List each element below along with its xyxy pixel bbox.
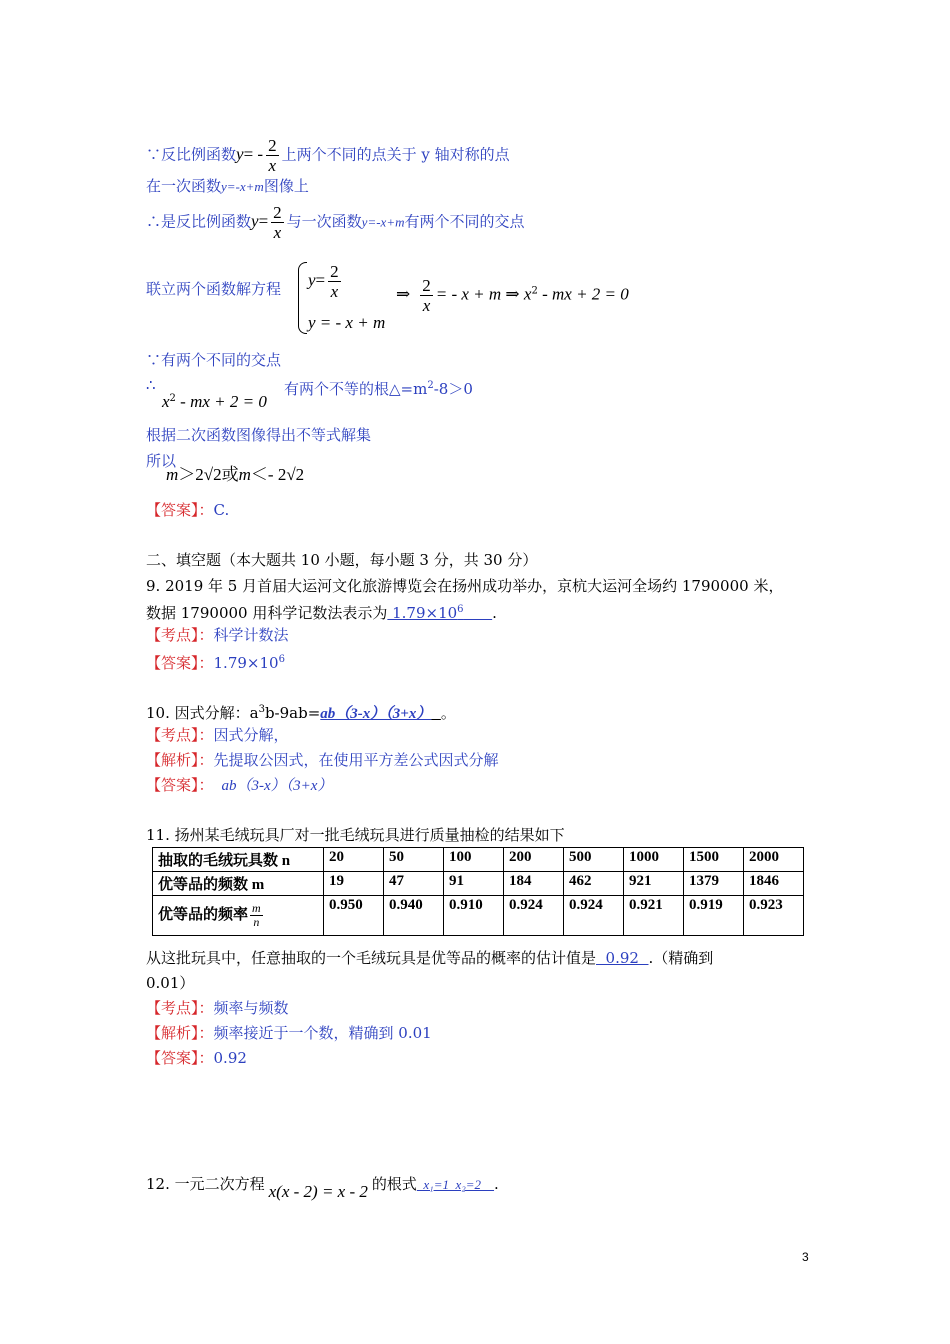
text: 有两个不等的根△=m bbox=[284, 380, 428, 398]
blank-pad bbox=[431, 704, 441, 722]
analysis-value: 先提取公因式，在使用平方差公式因式分解 bbox=[213, 751, 499, 769]
arrow-icon: ⇒ bbox=[396, 284, 411, 304]
table-cell: 0.924 bbox=[564, 896, 624, 936]
text: 12. 一元二次方程 bbox=[146, 1175, 265, 1193]
fraction bbox=[266, 136, 279, 175]
answer-value: C. bbox=[213, 501, 230, 519]
text: 或 bbox=[221, 465, 239, 484]
exponent: 6 bbox=[457, 604, 464, 615]
math-expr: - mx + 2 = 0 bbox=[537, 284, 629, 304]
text: 的根式 bbox=[371, 1175, 417, 1193]
text: ∴是反比例函数 bbox=[146, 212, 252, 231]
text: .（精确到 bbox=[648, 949, 714, 967]
table-cell: 462 bbox=[564, 872, 624, 896]
table-cell: 0.950 bbox=[324, 896, 384, 936]
q11-title: 11. 扬州某毛绒玩具厂对一批毛绒玩具进行质量抽检的结果如下 bbox=[146, 826, 565, 844]
text: b-9ab= bbox=[264, 704, 321, 722]
table-cell: 0.910 bbox=[444, 896, 504, 936]
q9-text-2 bbox=[146, 600, 497, 623]
reasoning-line-3 bbox=[146, 203, 525, 242]
math-var: x bbox=[162, 392, 170, 411]
math-var: y bbox=[251, 211, 259, 231]
keypoint-value: 科学计数法 bbox=[213, 626, 289, 644]
denominator: x bbox=[268, 156, 277, 175]
q12-blank: x₁=1 x₂=2 bbox=[416, 1177, 495, 1192]
discriminant-text bbox=[284, 376, 473, 399]
row-header bbox=[153, 896, 324, 936]
quadratic-eq bbox=[162, 389, 267, 412]
answer-value: 1.79×10 bbox=[213, 654, 279, 672]
keypoint-value: 频率与频数 bbox=[213, 999, 289, 1017]
text: 。 bbox=[440, 704, 456, 722]
exponent: 2 bbox=[531, 285, 538, 297]
sqrt-expr: √2 bbox=[286, 465, 305, 484]
table-cell: 0.923 bbox=[744, 896, 804, 936]
text: . bbox=[492, 604, 497, 622]
exponent: 2 bbox=[427, 380, 434, 391]
q10-keypoint bbox=[146, 725, 289, 745]
table-cell: 1379 bbox=[684, 872, 744, 896]
numerator: 2 bbox=[422, 276, 431, 295]
table-cell: 2000 bbox=[744, 848, 804, 872]
answer-label: 【答案】： bbox=[146, 776, 214, 794]
text: 上两个不同的点关于 y 轴对称的点 bbox=[281, 145, 510, 164]
header-text: 优等品的频率 bbox=[158, 906, 249, 923]
q11-keypoint bbox=[146, 998, 289, 1018]
text: -8＞0 bbox=[433, 380, 473, 398]
numerator: 2 bbox=[268, 136, 277, 155]
solution-set bbox=[166, 465, 304, 485]
table-cell: 1846 bbox=[744, 872, 804, 896]
system-label: 联立两个函数解方程 bbox=[146, 280, 282, 298]
answer-value: ab（3-x）（3+x） bbox=[221, 778, 333, 794]
reasoning-line-8: 所以 bbox=[146, 452, 177, 470]
text: 在一次函数 bbox=[146, 177, 222, 195]
system-solution bbox=[396, 276, 629, 315]
keypoint-label: 【考点】： bbox=[146, 626, 214, 644]
text: ∵反比例函数 bbox=[146, 145, 237, 164]
exponent: 2 bbox=[169, 393, 176, 404]
section-heading: 二、填空题（本大题共 10 小题，每小题 3 分，共 30 分） bbox=[146, 551, 538, 569]
table-row bbox=[153, 848, 804, 872]
math-op: = - bbox=[243, 144, 264, 164]
table-cell: 20 bbox=[324, 848, 384, 872]
system-brace bbox=[298, 262, 307, 334]
math-expr: ＜- 2 bbox=[250, 465, 287, 484]
fraction bbox=[420, 276, 433, 315]
denominator: x bbox=[330, 282, 339, 301]
reasoning-line-1 bbox=[146, 136, 510, 175]
denominator: x bbox=[422, 296, 431, 315]
numerator: 2 bbox=[330, 262, 339, 281]
q11-analysis bbox=[146, 1023, 432, 1043]
table-cell: 1500 bbox=[684, 848, 744, 872]
fraction bbox=[328, 262, 341, 301]
reasoning-line-5: ∵有两个不同的交点 bbox=[146, 351, 282, 369]
text: 与一次函数 bbox=[286, 212, 362, 231]
answer-label: 【答案】： bbox=[146, 1049, 214, 1067]
math-op: = bbox=[315, 270, 326, 290]
exponent: 3 bbox=[258, 704, 265, 715]
q10-text bbox=[146, 700, 456, 724]
table-cell: 500 bbox=[564, 848, 624, 872]
fraction bbox=[250, 902, 263, 929]
numerator: m bbox=[252, 901, 261, 915]
exponent: 6 bbox=[278, 654, 285, 665]
math-expr: - mx + 2 = 0 bbox=[175, 392, 267, 411]
row-header bbox=[153, 848, 324, 872]
quality-table bbox=[152, 847, 804, 936]
q10-blank: ab（3-x）（3+x） bbox=[320, 706, 432, 722]
q9-answer bbox=[146, 650, 285, 673]
analysis-label: 【解析】： bbox=[146, 751, 214, 769]
table-cell: 50 bbox=[384, 848, 444, 872]
reasoning-line-2 bbox=[146, 176, 309, 197]
page-number: 3 bbox=[802, 1250, 809, 1264]
q11-blank: 0.92 bbox=[596, 949, 649, 967]
table-cell: 0.940 bbox=[384, 896, 444, 936]
text: 图像上 bbox=[263, 177, 309, 195]
text: 10. 因式分解：a bbox=[146, 704, 259, 722]
q11-answer bbox=[146, 1048, 247, 1068]
math-var: y bbox=[236, 144, 244, 164]
q10-answer bbox=[146, 775, 332, 796]
table-cell: 200 bbox=[504, 848, 564, 872]
denominator: n bbox=[253, 915, 260, 929]
text: . bbox=[494, 1175, 499, 1193]
row-header bbox=[153, 872, 324, 896]
keypoint-label: 【考点】： bbox=[146, 999, 214, 1017]
math-var: m bbox=[238, 465, 251, 484]
table-cell: 47 bbox=[384, 872, 444, 896]
q9-keypoint bbox=[146, 625, 289, 645]
table-cell: 184 bbox=[504, 872, 564, 896]
sqrt-expr: √2 bbox=[203, 465, 222, 484]
reasoning-line-7: 根据二次函数图像得出不等式解集 bbox=[146, 426, 372, 444]
denominator: x bbox=[273, 223, 282, 242]
text: 数据 1790000 用科学记数法表示为 bbox=[146, 604, 388, 622]
table-cell: 100 bbox=[444, 848, 504, 872]
answer-value: 0.92 bbox=[213, 1049, 247, 1067]
table-cell: 0.919 bbox=[684, 896, 744, 936]
therefore-symbol: ∴ bbox=[146, 376, 156, 394]
table-cell: 1000 bbox=[624, 848, 684, 872]
header-text: 优等品的频数 m bbox=[158, 877, 265, 893]
math-expr: y=-x+m bbox=[221, 179, 264, 194]
fraction bbox=[271, 203, 284, 242]
table-cell: 19 bbox=[324, 872, 384, 896]
text: 从这批玩具中，任意抽取的一个毛绒玩具是优等品的概率的估计值是 bbox=[146, 949, 597, 967]
system-eq-1 bbox=[308, 262, 344, 301]
math-var: m bbox=[166, 465, 179, 484]
table-cell: 0.924 bbox=[504, 896, 564, 936]
blank-value: 1.79×10 bbox=[387, 604, 458, 622]
q12-text bbox=[146, 1174, 499, 1201]
numerator: 2 bbox=[273, 203, 282, 222]
answer-label: 【答案】： bbox=[146, 501, 214, 519]
keypoint-label: 【考点】： bbox=[146, 726, 214, 744]
table-row bbox=[153, 872, 804, 896]
q9-blank bbox=[387, 604, 492, 622]
q11-text-1 bbox=[146, 948, 713, 968]
analysis-label: 【解析】： bbox=[146, 1024, 214, 1042]
math-expr: y=-x+m bbox=[361, 214, 405, 230]
math-expr: ＞2 bbox=[178, 465, 204, 484]
q12-equation: x(x - 2) = x - 2 bbox=[268, 1182, 368, 1201]
answer-label: 【答案】： bbox=[146, 654, 214, 672]
table-row bbox=[153, 896, 804, 936]
analysis-value: 频率接近于一个数，精确到 0.01 bbox=[213, 1024, 432, 1042]
text: 有两个不同的交点 bbox=[404, 212, 525, 231]
q9-text-1: 9. 2019 年 5 月首届大运河文化旅游博览会在扬州成功举办，京杭大运河全场约 1790000 米， bbox=[146, 577, 784, 595]
header-text: 抽取的毛绒玩具数 n bbox=[158, 853, 291, 869]
math-expr: = - x + m ⇒ x bbox=[435, 284, 532, 304]
answer-line bbox=[146, 500, 229, 520]
system-eq-2: y = - x + m bbox=[308, 313, 386, 332]
blank-pad bbox=[464, 604, 493, 622]
q10-analysis bbox=[146, 750, 499, 770]
table-cell: 91 bbox=[444, 872, 504, 896]
table-cell: 0.921 bbox=[624, 896, 684, 936]
math-var: y bbox=[308, 270, 316, 290]
math-op: = bbox=[258, 211, 269, 231]
table-cell: 921 bbox=[624, 872, 684, 896]
keypoint-value: 因式分解， bbox=[213, 726, 289, 744]
q11-text-2: 0.01） bbox=[146, 974, 195, 992]
